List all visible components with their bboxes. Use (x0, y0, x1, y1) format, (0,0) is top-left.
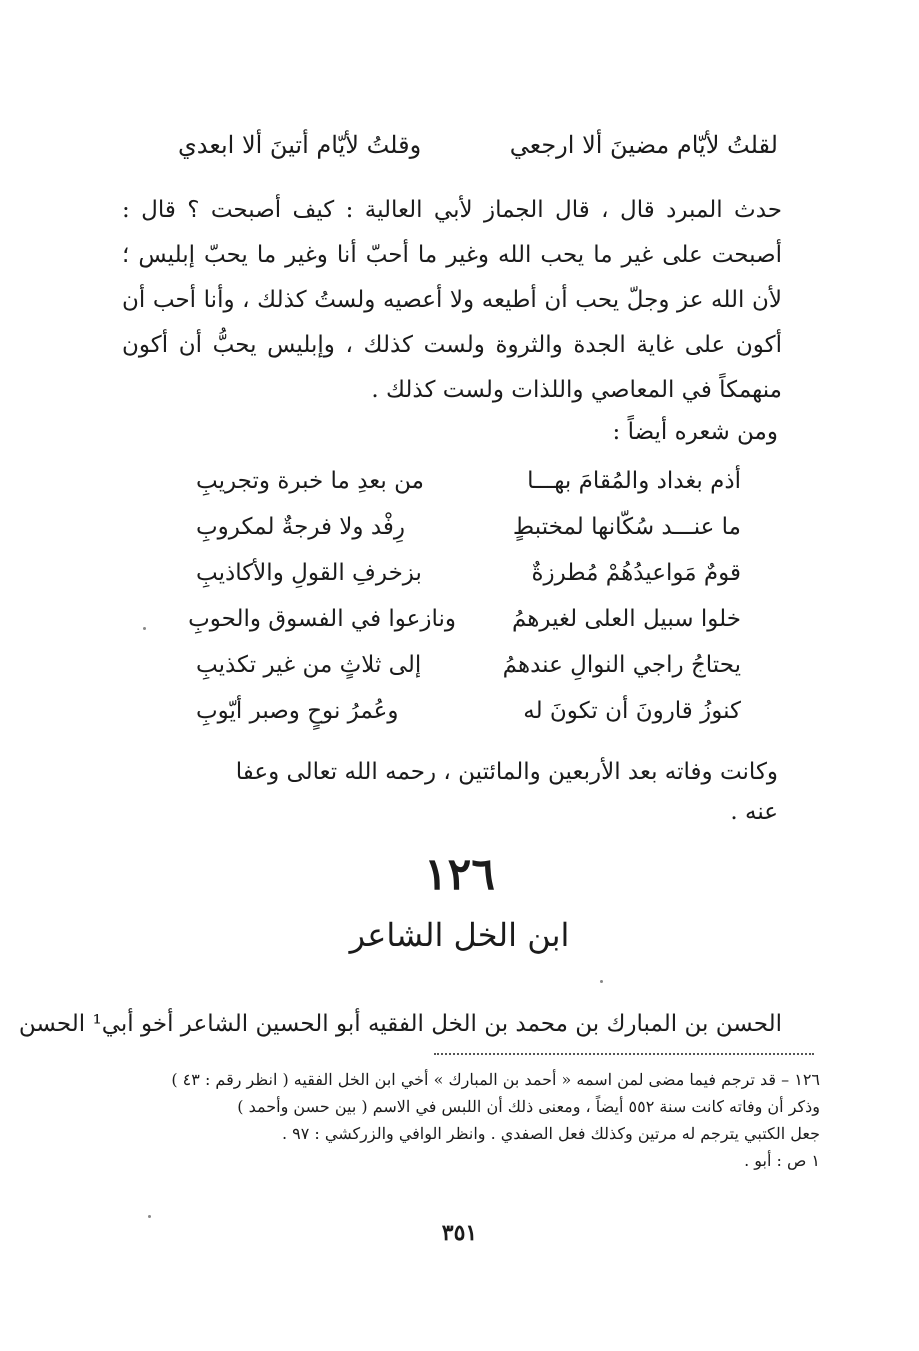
poem-hemistich-right: أذم بغداد والمُقامَ بهـــا (527, 468, 741, 494)
entry-title: ابن الخل الشاعر (349, 916, 570, 954)
poem-hemistich-right: يحتاجُ راجي النوالِ عندهمُ (502, 652, 741, 678)
poem-line (188, 596, 741, 642)
opening-verse (178, 125, 778, 165)
poem-hemistich-left: ونازعوا في الفسوق والحوبِ (188, 606, 456, 632)
poem-line (196, 458, 741, 504)
poem-hemistich-left: بزخرفِ القولِ والأكاذيبِ (196, 560, 422, 586)
verse-right-hemistich: لقلتُ لأيّام مضينَ ألا ارجعي (509, 131, 778, 159)
entry-number: ١٢٦ (424, 849, 495, 900)
anecdote-paragraph (122, 188, 782, 413)
page-number: ٣٥١ (441, 1220, 478, 1246)
footnote-line: جعل الكتبي يترجم له مرتين وكذلك فعل الصفدي . وانظر الوافي والزركشي : ٩٧ . (281, 1124, 820, 1143)
poem-hemistich-right: قومٌ مَواعيدُهُمْ مُطرزةٌ (531, 560, 741, 586)
poem-hemistich-right: ما عنـــد سُكّانها لمختبطٍ (512, 514, 741, 540)
footnote-line: ١ ص : أبو . (744, 1151, 820, 1170)
poem-line (196, 550, 741, 596)
print-speck (143, 627, 146, 630)
poem-line (196, 688, 741, 734)
footnotes (120, 1066, 820, 1174)
poem-line (196, 504, 741, 550)
poem-hemistich-left: رِفْد ولا فرجةٌ لمكروبِ (196, 514, 406, 540)
print-speck (600, 980, 603, 983)
poem-hemistich-left: وعُمرُ نوحٍ وصبر أيّوبِ (196, 698, 399, 724)
closing-line: وكانت وفاته بعد الأربعين والمائتين ، رحمه الله تعالى وعفا عنه . (235, 759, 778, 825)
print-speck (148, 1215, 151, 1218)
poem-line (196, 642, 741, 688)
poem (188, 458, 741, 734)
anecdote-text: حدث المبرد قال ، قال الجماز لأبي العالية : كيف أصبحت ؟ قال : أصبحت على غير ما يحب الله وغير ما أحبّ أنا وغير ما يحبّ إبليس ؛ لأن الله عز وجلّ يحب أن أطيعه ولا أعصيه ولستُ كذلك ، وأنا أحب أن أكون على غاية الجدة والثروة ولست كذلك ، وإبليس يحبُّ أن أكون منهمكاً في المعاصي واللذات ولست كذلك . (122, 197, 782, 403)
poem-hemistich-right: خلوا سبيل العلى لغيرهمُ (511, 606, 741, 632)
entry-body: الحسن بن المبارك بن محمد بن الخل الفقيه أبو الحسين الشاعر أخو أبي¹ الحسن (18, 1011, 782, 1037)
footnote-divider (434, 1053, 814, 1055)
poem-hemistich-left: إلى ثلاثٍ من غير تكذيبِ (196, 652, 422, 678)
poem-hemistich-left: من بعدِ ما خبرة وتجريبِ (196, 468, 424, 494)
verse-left-hemistich: وقلتُ لأيّام أتينَ ألا ابعدي (178, 131, 422, 159)
footnote-line: ١٢٦ – قد ترجم فيما مضى لمن اسمه « أحمد بن المبارك » أخي ابن الخل الفقيه ( انظر رقم : ٤٣ ) (171, 1070, 820, 1089)
poem-hemistich-right: كنوزُ قارونَ أن تكونَ له (523, 698, 741, 724)
footnote-line: وذكر أن وفاته كانت سنة ٥٥٢ أيضاً ، ومعنى ذلك أن اللبس في الاسم ( بين حسن وأحمد ) (237, 1097, 820, 1116)
poem-intro: ومن شعره أيضاً : (612, 419, 778, 445)
